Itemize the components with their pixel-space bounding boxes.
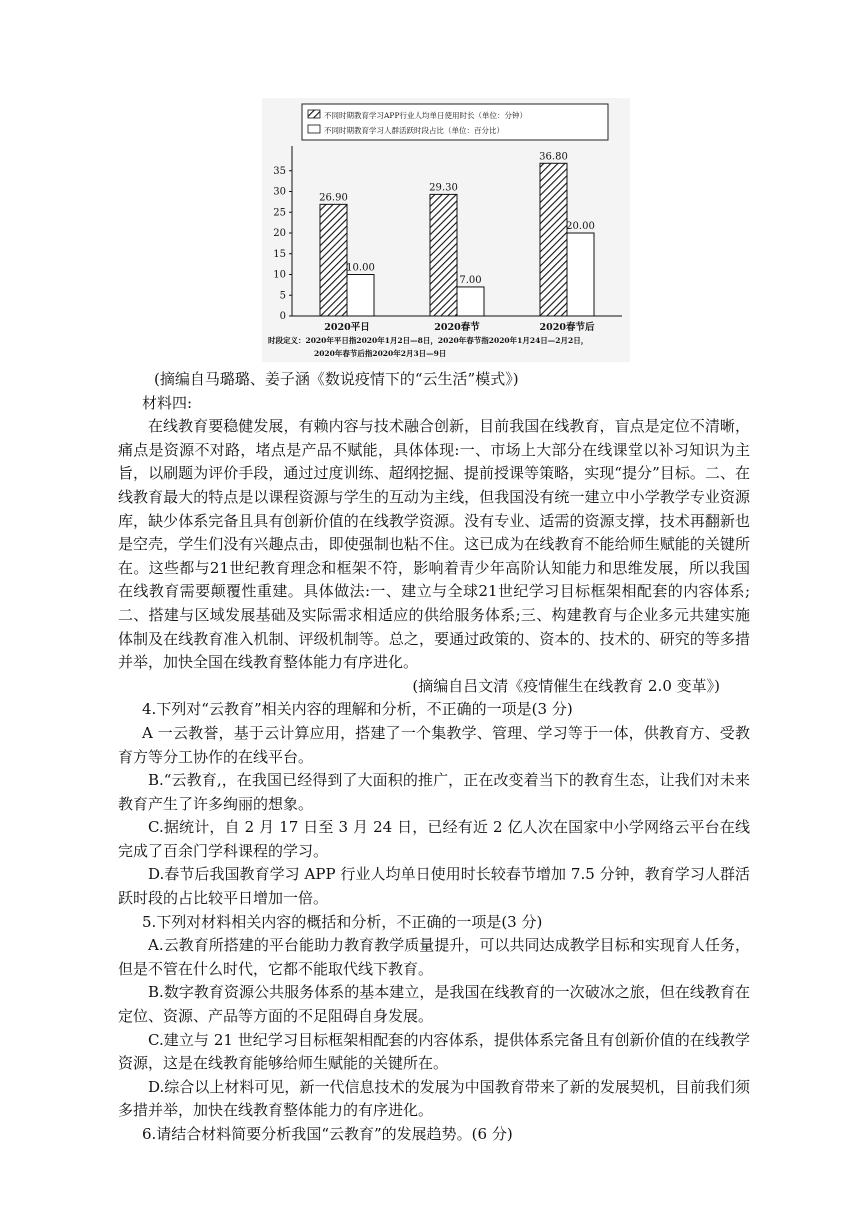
question-6: 6.请结合材料简要分析我国“云教育”的发展趋势。(6 分)	[142, 1125, 513, 1143]
bars-group	[319, 151, 595, 316]
bar-usage-time	[430, 194, 457, 316]
y-tick-label: 25	[273, 207, 286, 219]
y-tick-label: 35	[273, 165, 286, 177]
question-5-option-a: A.云教育所搭建的平台能助力教育教学质量提升，可以共同达成教学目标和实现育人任务，但是不管在什么时代，它都不能取代线下教育。	[118, 936, 750, 978]
question-4-option-b: B.“云教育,，在我国已经得到了大面积的推广，正在改变着当下的教育生态，让我们对未来教育产生了许多绚丽的想象。	[118, 771, 750, 813]
bar-usage-time	[320, 204, 347, 316]
question-5-option-c: C.建立与 21 世纪学习目标框架相配套的内容体系，提供体系完备且有创新价值的在线教学资源，这是在线教育能够给师生赋能的关键所在。	[118, 1030, 750, 1073]
question-5-option-d: D.综合以上材料可见，新一代信息技术的发展为中国教育带来了新的发展契机，目前我们须多措并举，加快在线教育整体能力的有序进化。	[118, 1077, 750, 1120]
y-tick-label: 20	[273, 228, 286, 239]
legend-label-active-share: 不同时期教育学习人群活跃时段占比（单位：百分比）	[324, 126, 504, 135]
footnote-line-1: 时段定义：2020年平日指2020年1月2日—8日，2020年春节指2020年1月24日—2月2日，	[268, 336, 589, 345]
question-5: 5.下列对材料相关内容的概括和分析，不正确的一项是(3 分)	[142, 912, 543, 931]
y-tick-label: 5	[279, 290, 286, 302]
legend-swatch-plain	[308, 125, 320, 133]
question-5-option-b: B.数字教育资源公共服务体系的基本建立，是我国在线教育的一次破冰之旅，但在线教育在定位、资源、产品等方面的不足阻碍自身发展。	[118, 983, 750, 1026]
source-citation-3: (摘编自马璐璐、姜子涵《数说疫情下的“云生活”模式》)	[154, 370, 519, 388]
y-tick-label: 30	[273, 186, 286, 198]
x-axis	[292, 316, 622, 333]
footnote-line-2: 2020年春节后指2020年2月3日—9日	[314, 349, 447, 358]
bar-chart-svg	[262, 98, 630, 362]
legend-label-usage-time: 不同时期教育学习APP行业人均单日使用时长（单位：分钟）	[324, 111, 528, 120]
bar-active-share	[457, 287, 484, 316]
bar-value-label: 7.00	[459, 274, 482, 286]
y-tick-label: 15	[273, 248, 286, 260]
legend-swatch-hatched	[308, 110, 320, 118]
question-4-option-a: A 一云教誉，基于云计算应用，搭建了一个集教学、管理、学习等于一体，供教育方、受教育方等分工协作的在线平台。	[118, 723, 750, 766]
bar-chart	[262, 98, 630, 362]
bar-active-share	[347, 275, 374, 317]
document-body	[118, 368, 750, 1147]
y-axis	[273, 146, 292, 322]
y-tick-label: 0	[279, 311, 286, 322]
bar-value-label: 26.90	[319, 192, 348, 204]
question-4: 4.下列对“云教育”相关内容的理解和分析，不正确的一项是(3 分)	[142, 700, 573, 719]
question-4-option-c: C.据统计，自 2 月 17 日至 3 月 24 日，已经有近 2 亿人次在国家中小学网络云平台在线完成了百余门学科课程的学习。	[118, 818, 750, 860]
bar-value-label: 10.00	[346, 262, 375, 274]
bar-usage-time	[540, 163, 567, 316]
material-4-body: 在线教育要稳健发展，有赖内容与技术融合创新，目前我国在线教育，盲点是定位不清晰，痛点是资源不对路，堵点是产品不赋能，具体体现:一、市场上大部分在线课堂以补习知识为主旨，以刷题为评价手段，通过过度训练、超纲挖掘、提前授课等策略，实现“提分”目标。二、在线教育最大的特点是以课程资源与学生的互动为主线，但我国没有统一建立中小学教学专业资源库，缺少体系完备且具有创新价值的在线教学资源。没有专业、适需的资源支撑，技术再翻新也是空壳，学生们没有兴趣点击，即使强制也粘不住。这已成为在线教育不能给师生赋能的关键所在。这些都与21世纪教育理念和框架不符，影响着青少年高阶认知能力和思维发展，所以我国在线教育需要颠覆性重建。具体做法:一、建立与全球21世纪学习目标框架相配套的内容体系;二、搭建与区域发展基础及实际需求相适应的供给服务体系;三、构建教育与企业多元共建实施体制及在线教育准入机制、评级机制等。总之，要通过政策的、资本的、技术的、研究的等多措并举，加快全国在线教育整体能力有序进化。	[118, 417, 750, 672]
bar-value-label: 36.80	[539, 151, 568, 163]
bar-active-share	[567, 233, 594, 316]
chart-footnote	[268, 335, 588, 358]
material-4-title: 材料四:	[142, 393, 193, 412]
x-category-label: 2020平日	[324, 322, 370, 333]
bar-value-label: 29.30	[429, 182, 458, 194]
chart-legend	[302, 104, 608, 140]
bar-value-label: 20.00	[566, 221, 595, 232]
x-category-label: 2020春节	[434, 322, 480, 333]
question-4-option-d: D.春节后我国教育学习 APP 行业人均单日使用时长较春节增加 7.5 分钟，教育学习人群活跃时段的占比较平日增加一倍。	[118, 865, 750, 908]
source-citation-4: (摘编自吕文清《疫情催生在线教育 2.0 变革》)	[412, 676, 720, 695]
y-tick-label: 10	[273, 269, 286, 281]
x-category-label: 2020春节后	[539, 322, 595, 333]
